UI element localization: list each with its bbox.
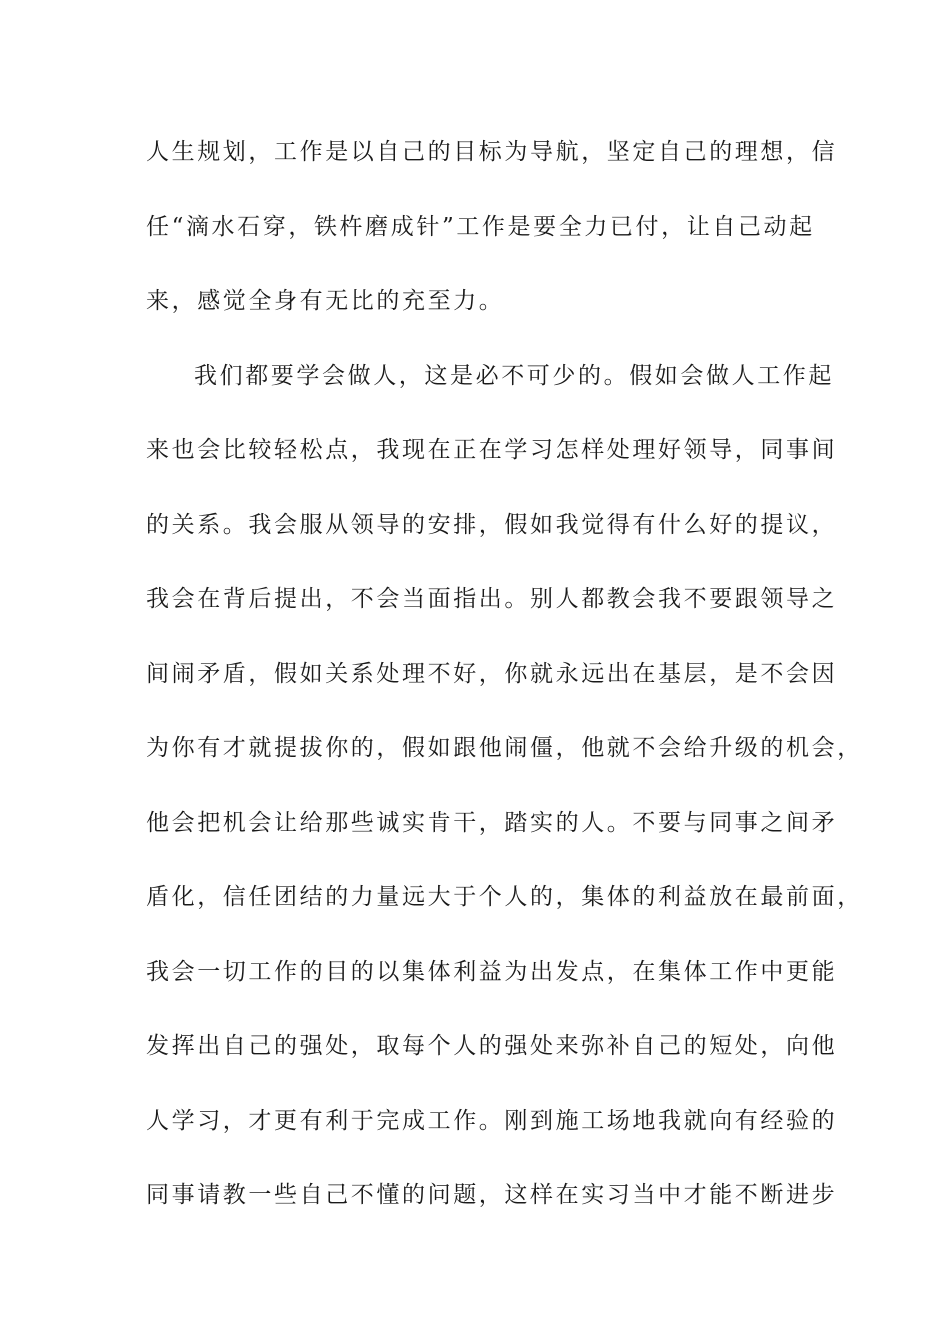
text-line: 任“滴水石穿，铁杵磨成针”工作是要全力已付，让自己动起 <box>146 213 815 240</box>
text-line: 他会把机会让给那些诚实肯干，踏实的人。不要与同事之间矛 <box>146 809 838 836</box>
text-line: 的关系。我会服从领导的安排，假如我觉得有什么好的提议， <box>146 511 838 538</box>
paragraph-1 <box>146 132 838 356</box>
text-line: 我会在背后提出，不会当面指出。别人都教会我不要跟领导之 <box>146 586 838 612</box>
paragraph-2 <box>146 356 863 1250</box>
text-line: 发挥出自己的强处，取每个人的强处来弥补自己的短处，向他 <box>146 1033 838 1059</box>
text-line: 我会一切工作的目的以集体利益为出发点，在集体工作中更能 <box>146 958 838 985</box>
text-line: 为你有才就提拔你的，假如跟他闹僵，他就不会给升级的机会， <box>146 735 863 761</box>
text-line: 间闹矛盾，假如关系处理不好，你就永远出在基层，是不会因 <box>146 660 838 687</box>
text-line: 我们都要学会做人，这是必不可少的。假如会做人工作起 <box>194 362 834 389</box>
body-text <box>146 132 863 1250</box>
text-line: 来，感觉全身有无比的充至力。 <box>146 288 505 314</box>
text-line: 同事请教一些自己不懂的问题，这样在实习当中才能不断进步 <box>146 1182 838 1208</box>
text-line: 人生规划，工作是以自己的目标为导航，坚定自己的理想，信 <box>146 139 838 165</box>
text-line: 来也会比较轻松点，我现在正在学习怎样处理好领导，同事间 <box>146 437 838 463</box>
text-line: 人学习，才更有利于完成工作。刚到施工场地我就向有经验的 <box>146 1107 838 1134</box>
text-line: 盾化，信任团结的力量远大于个人的，集体的利益放在最前面， <box>146 884 863 910</box>
